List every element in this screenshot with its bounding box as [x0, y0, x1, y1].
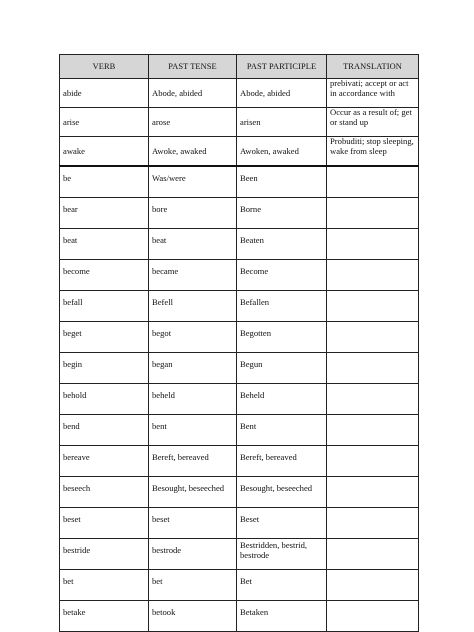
- cell-past-tense: bet: [149, 570, 237, 601]
- cell-translation: [327, 539, 419, 570]
- table-row: [60, 601, 419, 632]
- irregular-verbs-table: [59, 54, 419, 632]
- cell-translation: [327, 446, 419, 477]
- cell-verb: awake: [60, 137, 149, 167]
- cell-translation: [327, 384, 419, 415]
- cell-translation: [327, 260, 419, 291]
- header-verb: VERB: [60, 55, 149, 79]
- cell-translation: [327, 570, 419, 601]
- table-row: [60, 322, 419, 353]
- cell-past-participle: Bereft, bereaved: [237, 446, 327, 477]
- cell-verb: befall: [60, 291, 149, 322]
- cell-past-participle: Become: [237, 260, 327, 291]
- cell-translation: [327, 353, 419, 384]
- table-row: [60, 108, 419, 137]
- cell-past-tense: became: [149, 260, 237, 291]
- table-row: [60, 539, 419, 570]
- cell-past-tense: arose: [149, 108, 237, 137]
- cell-verb: beat: [60, 229, 149, 260]
- cell-past-participle: Bent: [237, 415, 327, 446]
- cell-past-participle: Begotten: [237, 322, 327, 353]
- cell-past-tense: beset: [149, 508, 237, 539]
- cell-translation: Occur as a result of; get or stand up: [327, 108, 419, 137]
- cell-past-participle: Betaken: [237, 601, 327, 632]
- cell-past-tense: Was/were: [149, 166, 237, 198]
- cell-past-tense: beheld: [149, 384, 237, 415]
- table-row: [60, 570, 419, 601]
- table-row: [60, 229, 419, 260]
- cell-translation: [327, 166, 419, 198]
- cell-past-tense: begot: [149, 322, 237, 353]
- cell-past-participle: Been: [237, 166, 327, 198]
- cell-verb: become: [60, 260, 149, 291]
- table-row: [60, 477, 419, 508]
- cell-translation: [327, 508, 419, 539]
- cell-verb: bear: [60, 198, 149, 229]
- table-row: [60, 291, 419, 322]
- cell-past-tense: bent: [149, 415, 237, 446]
- cell-verb: beget: [60, 322, 149, 353]
- cell-translation: [327, 415, 419, 446]
- cell-past-participle: Borne: [237, 198, 327, 229]
- header-row: [60, 55, 419, 79]
- cell-verb: beset: [60, 508, 149, 539]
- cell-past-participle: Awoken, awaked: [237, 137, 327, 167]
- cell-past-tense: beat: [149, 229, 237, 260]
- header-past-participle: PAST PARTICIPLE: [237, 55, 327, 79]
- cell-past-participle: Bet: [237, 570, 327, 601]
- cell-past-tense: Besought, beseeched: [149, 477, 237, 508]
- cell-translation: [327, 601, 419, 632]
- cell-translation: [327, 477, 419, 508]
- cell-verb: beseech: [60, 477, 149, 508]
- cell-past-tense: bestrode: [149, 539, 237, 570]
- cell-past-tense: betook: [149, 601, 237, 632]
- cell-translation: Probuditi; stop sleeping, wake from sleep: [327, 137, 419, 167]
- table-row: [60, 415, 419, 446]
- cell-translation: [327, 322, 419, 353]
- cell-verb: bet: [60, 570, 149, 601]
- table-row: [60, 260, 419, 291]
- cell-translation: [327, 198, 419, 229]
- table-row: [60, 508, 419, 539]
- cell-verb: begin: [60, 353, 149, 384]
- cell-verb: betake: [60, 601, 149, 632]
- cell-verb: behold: [60, 384, 149, 415]
- cell-translation: prebivati; accept or act in accordance with: [327, 79, 419, 108]
- cell-past-tense: Awoke, awaked: [149, 137, 237, 167]
- cell-past-participle: Beheld: [237, 384, 327, 415]
- header-past-tense: PAST TENSE: [149, 55, 237, 79]
- table-row: [60, 353, 419, 384]
- table-row: [60, 166, 419, 198]
- cell-past-tense: began: [149, 353, 237, 384]
- table-row: [60, 79, 419, 108]
- table-header: [60, 55, 419, 79]
- cell-past-tense: Abode, abided: [149, 79, 237, 108]
- cell-past-participle: Begun: [237, 353, 327, 384]
- cell-verb: arise: [60, 108, 149, 137]
- cell-translation: [327, 291, 419, 322]
- header-translation: TRANSLATION: [327, 55, 419, 79]
- table-row: [60, 137, 419, 167]
- cell-past-participle: Beaten: [237, 229, 327, 260]
- cell-verb: bestride: [60, 539, 149, 570]
- cell-verb: bend: [60, 415, 149, 446]
- cell-past-participle: Beset: [237, 508, 327, 539]
- table-row: [60, 384, 419, 415]
- table-row: [60, 446, 419, 477]
- cell-verb: be: [60, 166, 149, 198]
- cell-past-tense: Befell: [149, 291, 237, 322]
- cell-past-participle: Besought, beseeched: [237, 477, 327, 508]
- cell-past-participle: Bestridden, bestrid, bestrode: [237, 539, 327, 570]
- table-body: [60, 79, 419, 632]
- cell-past-participle: arisen: [237, 108, 327, 137]
- table-row: [60, 198, 419, 229]
- cell-translation: [327, 229, 419, 260]
- cell-verb: bereave: [60, 446, 149, 477]
- cell-past-participle: Befallen: [237, 291, 327, 322]
- cell-past-tense: Bereft, bereaved: [149, 446, 237, 477]
- cell-verb: abide: [60, 79, 149, 108]
- cell-past-tense: bore: [149, 198, 237, 229]
- cell-past-participle: Abode, abided: [237, 79, 327, 108]
